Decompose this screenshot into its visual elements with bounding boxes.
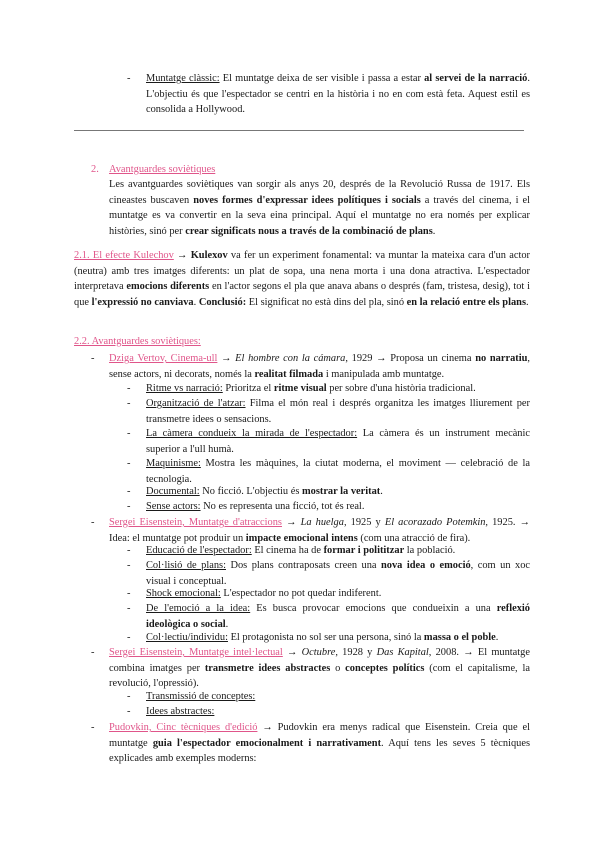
bullet-dash: - <box>127 398 131 409</box>
bullet-dash: - <box>127 706 131 717</box>
bullet-dash: - <box>127 603 131 614</box>
bullet-dash: - <box>91 517 95 528</box>
list-item: Transmissió de conceptes: <box>146 691 256 702</box>
bullet-dash: - <box>127 560 131 571</box>
list-item: Col·lisió de plans: Dos plans contraposats creen una nova idea o emoció, com un xoc visual i conceptual. <box>146 560 531 587</box>
kulechov-paragraph: 2.1. El efecte Kulechov → Kulexov va fer un experiment fonamental: va muntar la mateixa cara d'un actor (neutra) amb tres imatges diferents: un plat de sopa, una nena morta i una dona atractiva. L'espectador interpretava emocions diferents en l'actor segons el pla que anava abans o després (fam, tristesa, desig), tot i que l'expressió no canviava. Conclusió: El significat no està dins del pla, sinó en la relació entre els plans. <box>74 250 530 308</box>
bullet-dash: - <box>127 486 131 497</box>
bullet-dash: - <box>127 73 131 84</box>
list-item: Col·lectiu/individu: El protagonista no sol ser una persona, sinó la massa o el poble. <box>146 632 499 643</box>
list-item: Documental: No ficció. L'objectiu és mostrar la veritat. <box>146 486 383 497</box>
eisenstein-attractions-paragraph: Sergei Eisenstein, Muntatge d'atraccions → La huelga, 1925 y El acorazado Potemkin, 1925. → Idea: el muntatge pot produir un impacte emocional intens (com una atracció de fira). <box>109 517 530 544</box>
list-item: Idees abstractes: <box>146 706 215 717</box>
section-paragraph: Les avantguardes soviètiques van sorgir als anys 20, després de la Revolució Russa de 1917. Els cineastes buscaven noves formes d'expressar idees polítiques i socials a través del cinema, i el muntatge es va convertir en la seva eina principal. Aquí el muntatge no era només per explicar històries, sinó per crear significats nous a través de la combinació de plans. <box>109 179 530 237</box>
bullet-dash: - <box>91 353 95 364</box>
list-item: Sense actors: No es representa una ficció, tot és real. <box>146 501 365 512</box>
list-item: Maquinisme: Mostra les màquines, la ciutat moderna, el moviment — celebració de la tecnologia. <box>146 458 530 485</box>
section-divider <box>74 130 524 131</box>
bullet-dash: - <box>127 458 131 469</box>
bullet-dash: - <box>127 501 131 512</box>
list-item: Shock emocional: L'espectador no pot quedar indiferent. <box>146 588 382 599</box>
list-item: La càmera condueix la mirada de l'espectador: La càmera és un instrument mecànic superior a l'ull humà. <box>146 428 530 455</box>
bullet-dash: - <box>127 383 131 394</box>
bullet-dash: - <box>127 428 131 439</box>
section-heading: Avantguardes soviètiques <box>109 164 216 175</box>
bullet-dash: - <box>127 588 131 599</box>
bullet-dash: - <box>91 647 95 658</box>
intro-paragraph: Muntatge clàssic: El muntatge deixa de ser visible i passa a estar al servei de la narració. L'objectiu és que l'espectador se centri en la història i no en com està feta. Aquest estil es consolida a Hollywood. <box>146 73 530 116</box>
subsection-heading: 2.1. El efecte Kulechov <box>74 250 174 261</box>
bullet-dash: - <box>127 545 131 556</box>
subsection-heading: 2.2. Avantguardes soviètiques: <box>74 336 201 347</box>
list-item: Ritme vs narració: Prioritza el ritme visual per sobre d'una història tradicional. <box>146 383 476 394</box>
list-item: Educació de l'espectador: El cinema ha de formar i polititzar la població. <box>146 545 456 556</box>
pudovkin-paragraph: Pudovkin, Cinc tècniques d'edició → Pudovkin era menys radical que Eisenstein. Creia que el muntatge guia l'espectador emocionalment i narrativament. Aquí tens les seves 5 tècniques explicades amb exemples moderns: <box>109 722 530 765</box>
bullet-dash: - <box>91 722 95 733</box>
vertov-paragraph: Dziga Vertov, Cinema-ull → El hombre con la cámara, 1929 → Proposa un cinema no narratiu, sense actors, ni decorats, només la realitat filmada i manipulada amb muntatge. <box>109 353 530 380</box>
term: Muntatge clàssic: <box>146 73 220 84</box>
list-item: Organització de l'atzar: Filma el món real i després organitza les imatges lliurement per transmetre idees o sensacions. <box>146 398 530 425</box>
list-item: De l'emoció a la idea: Es busca provocar emocions que condueixin a una reflexió ideològica o social. <box>146 603 530 630</box>
bullet-dash: - <box>127 632 131 643</box>
bullet-dash: - <box>127 691 131 702</box>
section-number: 2. <box>91 164 99 175</box>
eisenstein-intellectual-paragraph: Sergei Eisenstein, Muntatge intel·lectual → Octubre, 1928 y Das Kapital, 2008. → El muntatge combina imatges per transmetre idees abstractes o conceptes polítics (com el capitalisme, la revolució, l'opressió). <box>109 647 530 690</box>
